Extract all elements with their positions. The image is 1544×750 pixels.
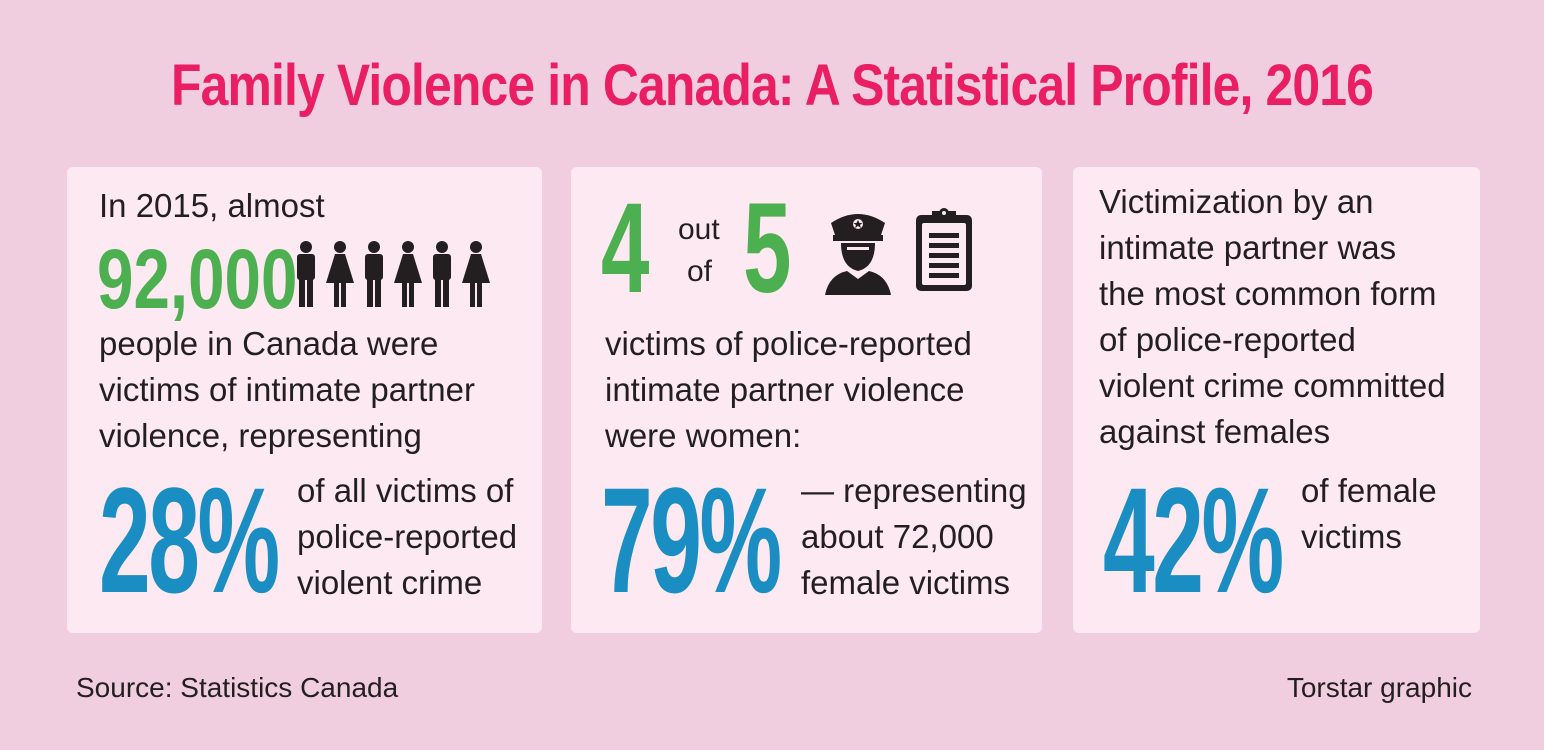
credit-note: Torstar graphic — [1286, 672, 1472, 703]
card2-percent-line-3: female victims — [801, 564, 1011, 601]
card2-numerator: 4 — [601, 177, 647, 320]
clipboard-icon — [914, 207, 974, 293]
card3-line-1: Victimization by an — [1099, 183, 1374, 220]
stat-card-partner-violence — [67, 167, 542, 633]
card2-line-1: victims of police-reported — [605, 325, 972, 362]
card1-line-2: victims of intimate partner — [99, 371, 475, 408]
stat-card-female-victims — [1073, 167, 1480, 633]
people-icon — [293, 241, 493, 307]
card2-percent: 79% — [601, 456, 780, 624]
card1-line-1: people in Canada were — [99, 325, 439, 362]
card2-out-word: out — [678, 213, 720, 246]
card2-line-2: intimate partner violence — [605, 371, 965, 408]
card3-line-2: intimate partner was — [1099, 229, 1397, 266]
card3-percent: 42% — [1103, 456, 1282, 624]
card2-denominator: 5 — [743, 177, 789, 320]
police-officer-icon — [825, 209, 891, 295]
card2-percent-line-2: about 72,000 — [801, 518, 994, 555]
card1-percent-line-1: of all victims of — [297, 472, 514, 509]
card2-of-word: of — [687, 255, 713, 288]
card1-percent: 28% — [99, 456, 278, 624]
page-title: Family Violence in Canada: A Statistical Profile, 2016 — [171, 53, 1373, 118]
card1-count: 92,000 — [97, 232, 298, 326]
stat-card-women-victims — [571, 167, 1042, 633]
card3-line-4: of police-reported — [1099, 321, 1356, 358]
card1-percent-line-3: violent crime — [297, 564, 483, 601]
card1-line-3: violence, representing — [99, 417, 422, 454]
card3-line-6: against females — [1099, 413, 1331, 450]
card2-line-3: were women: — [605, 417, 802, 454]
card1-intro: In 2015, almost — [99, 187, 325, 224]
source-note: Source: Statistics Canada — [76, 672, 399, 703]
card3-percent-line-1: of female — [1301, 472, 1437, 509]
card3-line-5: violent crime committed — [1099, 367, 1446, 404]
card1-percent-line-2: police-reported — [297, 518, 518, 555]
card2-percent-line-1: — representing — [801, 472, 1027, 509]
card3-percent-line-2: victims — [1301, 518, 1402, 555]
card3-line-3: the most common form — [1099, 275, 1437, 312]
